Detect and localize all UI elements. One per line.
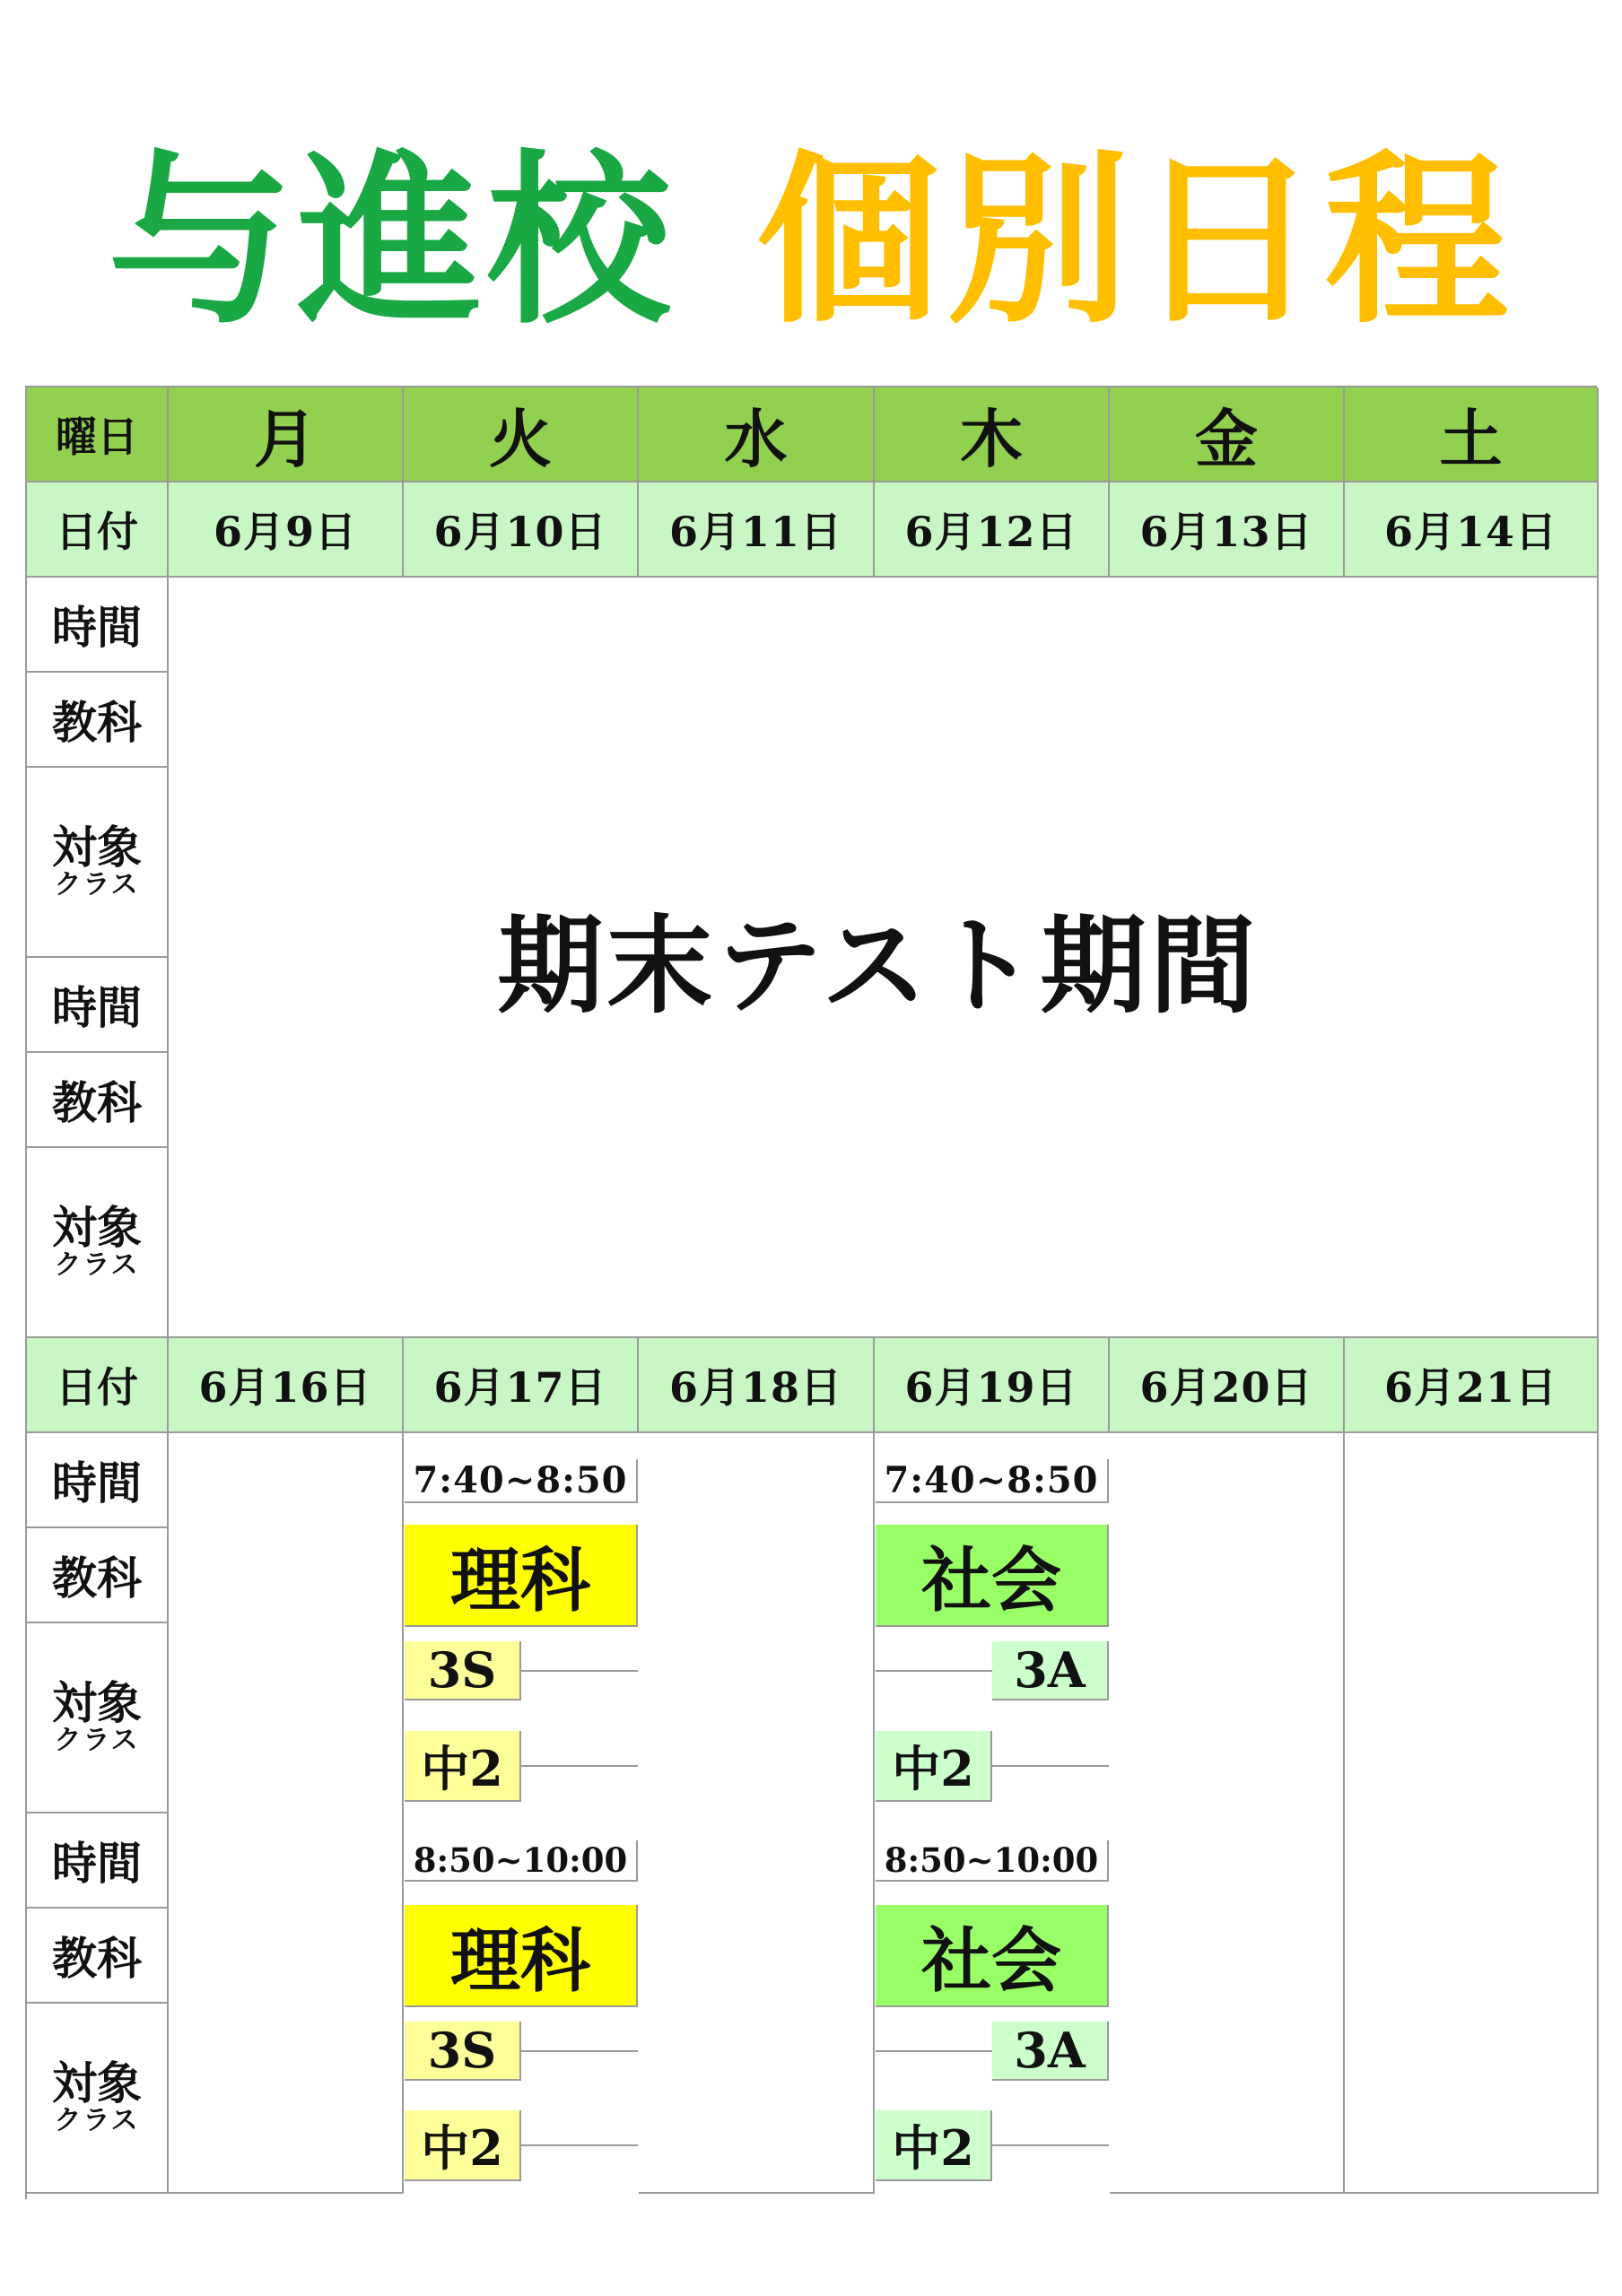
lesson-subject-science: 理科 [405,1905,638,2007]
class-cell: 3A [992,1641,1109,1700]
class-cell: 中2 [405,1731,521,1802]
target-label-sub: クラス [54,1249,140,1281]
day-fri: 金 [1110,387,1345,483]
empty-day-mon [169,1433,404,2194]
thu-lessons [875,1433,1110,2194]
target-label-main: 対象 [52,1676,142,1729]
date-cell: 6月12日 [875,483,1110,578]
date-cell: 6月18日 [639,1338,875,1433]
class-cell-empty [521,1765,638,1767]
exam-period-notice: 期末テスト期間 [169,578,1599,1338]
lesson-time: 8:50~10:00 [876,1840,1109,1882]
day-sat: 土 [1345,387,1599,483]
schedule-table [25,386,1597,2199]
target-label-sub: クラス [54,2105,140,2136]
empty-day-fri [1110,1433,1345,2194]
class-cell: 中2 [876,1731,992,1802]
time-row-label: 時間 [27,1433,169,1528]
date-row-label: 日付 [27,1338,169,1433]
day-mon: 月 [169,387,404,483]
tue-lessons [404,1433,639,2194]
target-label-sub: クラス [54,869,140,900]
date-cell: 6月20日 [1110,1338,1345,1433]
target-label-main: 対象 [52,2057,142,2109]
date-cell: 6月10日 [404,483,639,578]
class-cell-empty [876,2050,992,2052]
class-cell-empty [876,1670,992,1672]
lesson-time: 7:40~8:50 [876,1459,1109,1503]
subject-row-label: 教科 [27,1528,169,1623]
target-label-sub: クラス [54,1725,140,1756]
lesson-subject-science: 理科 [405,1525,638,1627]
target-row-label [27,1148,169,1338]
date-cell: 6月13日 [1110,483,1345,578]
class-cell-empty [521,1670,638,1672]
lesson-time: 7:40~8:50 [405,1459,638,1503]
subject-row-label: 教科 [27,1909,169,2004]
date-cell: 6月16日 [169,1338,404,1433]
date-row-label: 日付 [27,483,169,578]
date-cell: 6月14日 [1345,483,1599,578]
time-row-label: 時間 [27,578,169,673]
title-school-name: 与進校 [108,135,676,349]
class-cell: 3S [405,2022,521,2081]
class-cell: 中2 [876,2110,992,2181]
page-title [0,135,1622,350]
target-row-label [27,2004,169,2194]
day-wed: 水 [639,387,875,483]
target-row-label [27,768,169,958]
title-schedule: 個別日程 [756,135,1514,349]
class-cell-empty [521,2144,638,2146]
lesson-subject-social: 社会 [876,1905,1109,2007]
class-cell-empty [992,2144,1109,2146]
subject-row-label: 教科 [27,1053,169,1148]
subject-row-label: 教科 [27,673,169,768]
time-row-label: 時間 [27,1813,169,1909]
class-cell: 中2 [405,2110,521,2181]
date-cell: 6月19日 [875,1338,1110,1433]
weekday-row-label: 曜日 [27,387,169,483]
day-thu: 木 [875,387,1110,483]
date-cell: 6月9日 [169,483,404,578]
time-row-label: 時間 [27,958,169,1053]
day-tue: 火 [404,387,639,483]
target-row-label [27,1623,169,1813]
date-cell: 6月11日 [639,483,875,578]
date-cell: 6月17日 [404,1338,639,1433]
lesson-time: 8:50~10:00 [405,1840,638,1882]
class-cell-empty [992,1765,1109,1767]
date-cell: 6月21日 [1345,1338,1599,1433]
class-cell: 3S [405,1641,521,1700]
class-cell: 3A [992,2022,1109,2081]
target-label-main: 対象 [52,1201,142,1254]
lesson-subject-social: 社会 [876,1525,1109,1627]
empty-day-wed [639,1433,875,2194]
empty-day-sat [1345,1433,1599,2194]
target-label-main: 対象 [52,821,142,874]
class-cell-empty [521,2050,638,2052]
